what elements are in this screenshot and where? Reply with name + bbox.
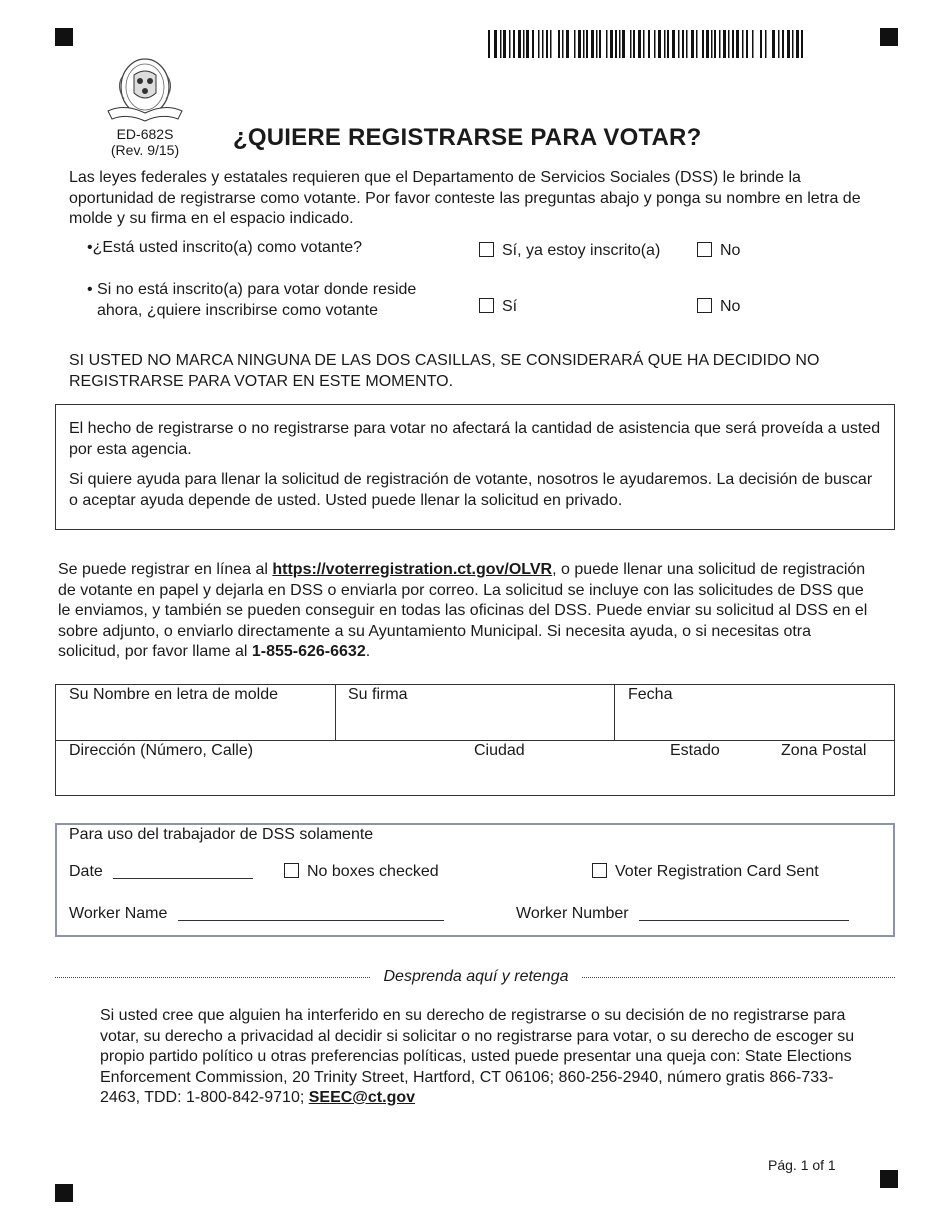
registration-link[interactable]: https://voterregistration.ct.gov/OLVR <box>272 561 553 578</box>
option-not-registered[interactable] <box>697 241 740 262</box>
ct-state-seal-icon <box>104 57 186 125</box>
checkbox-already-registered[interactable] <box>479 242 494 257</box>
option-label: Sí <box>502 298 518 315</box>
option-label: Sí, ya estoy inscrito(a) <box>502 242 661 259</box>
detach-line-right <box>582 977 895 978</box>
checkbox-yes-register[interactable] <box>479 298 494 313</box>
warning-text: SI USTED NO MARCA NINGUNA DE LAS DOS CASILLAS, SE CONSIDERARÁ QUE HA DECIDIDO NO REGISTRARSE PARA VOTAR EN ESTE MOMENTO. <box>69 352 820 390</box>
online-text-end: . <box>365 643 371 660</box>
help-phone-number: 1-855-626-6632 <box>251 643 366 660</box>
question-registered: •¿Está usted inscrito(a) como votante? <box>87 239 363 256</box>
option-label: No <box>720 298 741 315</box>
city-field[interactable]: Ciudad <box>474 742 525 759</box>
registration-mark-bottom-right <box>880 1170 898 1188</box>
option-no-register[interactable] <box>697 297 740 318</box>
page-title: ¿QUIERE REGISTRARSE PARA VOTAR? <box>233 124 702 151</box>
worker-date-label: Date <box>69 863 103 880</box>
registration-mark-top-left <box>55 28 73 46</box>
worker-name <box>69 904 444 925</box>
detach-label: Desprenda aquí y retenga <box>383 968 569 985</box>
date-field[interactable]: Fecha <box>628 686 673 703</box>
worker-number-label: Worker Number <box>516 905 629 922</box>
detach-line-left <box>55 977 370 978</box>
form-col-divider-2 <box>614 684 615 740</box>
registration-mark-top-right <box>880 28 898 46</box>
notice-paragraph-1: El hecho de registrarse o no registrarse para votar no afectará la cantidad de asistencia que será proveída a usted por esta agencia. <box>69 420 881 458</box>
question-register-now: • Si no está inscrito(a) para votar donde reside ahora, ¿quiere inscribirse como votante <box>87 281 417 319</box>
option-yes-register[interactable] <box>479 297 517 318</box>
page-number: Pág. 1 of 1 <box>768 1157 836 1173</box>
intro-paragraph: Las leyes federales y estatales requieren que el Departamento de Servicios Sociales (DSS) le brinde la oportunidad de registrarse como votante. Por favor conteste las preguntas abajo y ponga su nombre en letra de molde y su firma en el espacio indicado. <box>69 169 861 227</box>
complaint-text: Si usted cree que alguien ha interferido en su derecho de registrarse o su decisión de no registrarse para votar, su derecho a privacidad al decidir si solicitar o no registrarse para votar, o su derecho de escoger su propio partido político u otras preferencias políticas, usted puede presentar una queja con: State Elections Enforcement Commission, 20 Trinity Street, Hartford, CT 06106; 860-256-2940, número gratis 866-733- 2463, TDD: 1-800-842-9710; <box>100 1007 855 1106</box>
form-revision: (Rev. 9/15) <box>110 142 180 158</box>
online-text-pre: Se puede registrar en línea al <box>58 561 273 578</box>
address-field[interactable]: Dirección (Número, Calle) <box>69 742 254 759</box>
worker-number-line[interactable] <box>639 919 849 921</box>
checkbox-card-sent[interactable] <box>592 863 607 878</box>
option-no-boxes-checked[interactable] <box>284 862 439 883</box>
online-text-mid: , o puede llenar una solicitud de registración de votante en papel y dejarla en DSS o enviarla por correo. La solicitud se incluye con las solicitudes de DSS que le enviamos, y también se pueden conseguir en todas las oficinas del DSS. Puede enviar su solicitud al DSS en el sobre adjunto, o enviarlo directamente a su Ayuntamiento Municipal. Si necesita ayuda, o si necesitas otra solicitud, por favor llame al <box>58 561 868 660</box>
notice-paragraph-2: Si quiere ayuda para llenar la solicitud de registración de votante, nosotros le ayudaremos. La decisión de buscar o aceptar ayuda depende de usted. Usted puede llenar la solicitud en privado. <box>69 471 873 509</box>
worker-name-label: Worker Name <box>69 905 168 922</box>
name-field[interactable]: Su Nombre en letra de molde <box>69 686 278 703</box>
online-registration-paragraph <box>58 560 873 663</box>
form-number: ED-682S <box>116 126 174 142</box>
option-label: No <box>720 242 741 259</box>
checkbox-no-register[interactable] <box>697 298 712 313</box>
registration-mark-bottom-left <box>55 1184 73 1202</box>
option-already-registered[interactable] <box>479 241 660 262</box>
option-label: Voter Registration Card Sent <box>615 863 819 880</box>
worker-heading: Para uso del trabajador de DSS solamente <box>69 826 374 843</box>
option-card-sent[interactable] <box>592 862 819 883</box>
worker-date <box>69 862 253 883</box>
complaint-paragraph <box>100 1006 860 1109</box>
barcode-icon <box>488 30 804 58</box>
worker-date-line[interactable] <box>113 877 253 879</box>
worker-number <box>516 904 849 925</box>
checkbox-not-registered[interactable] <box>697 242 712 257</box>
option-label: No boxes checked <box>307 863 439 880</box>
form-col-divider-1 <box>335 684 336 740</box>
worker-name-line[interactable] <box>178 919 444 921</box>
zip-field[interactable]: Zona Postal <box>781 742 867 759</box>
seec-email-link[interactable]: SEEC@ct.gov <box>308 1089 416 1106</box>
signature-field[interactable]: Su firma <box>348 686 408 703</box>
checkbox-no-boxes-checked[interactable] <box>284 863 299 878</box>
state-field[interactable]: Estado <box>670 742 720 759</box>
